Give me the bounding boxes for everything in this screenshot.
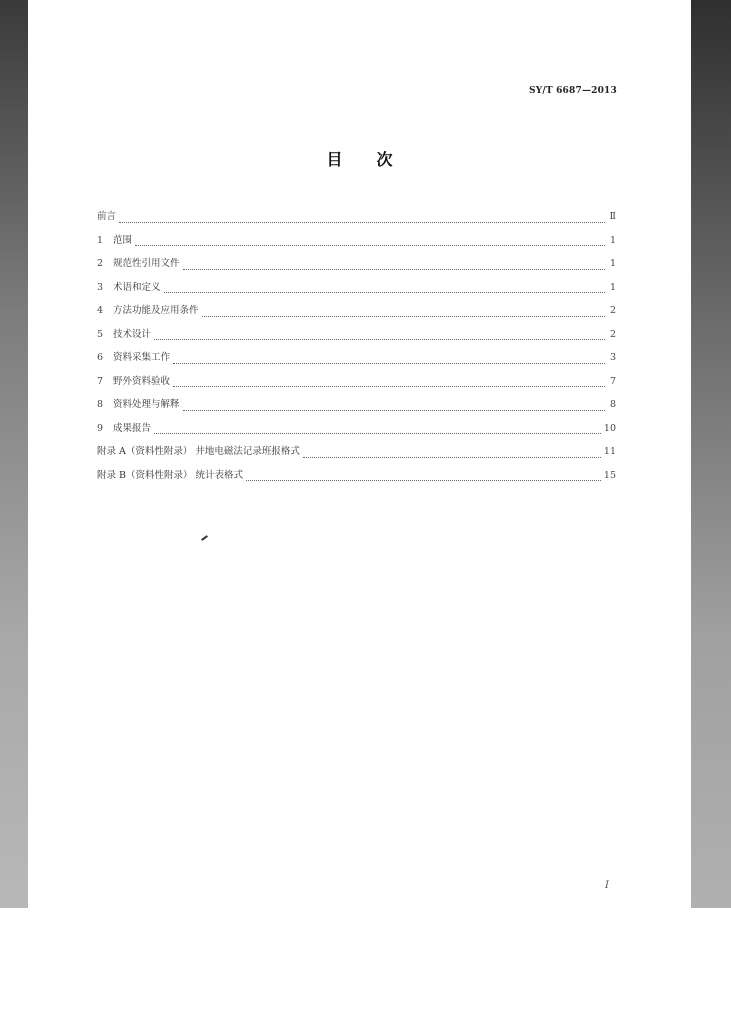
toc-number: 5 <box>97 328 104 340</box>
toc-label: 规范性引用文件 <box>113 258 180 269</box>
table-of-contents <box>97 208 616 490</box>
toc-page: Ⅱ <box>609 211 616 222</box>
page-number: I <box>605 880 609 891</box>
toc-leader <box>154 432 601 434</box>
toc-leader <box>303 456 601 458</box>
toc-page: 10 <box>603 422 616 434</box>
toc-entry-6[interactable] <box>97 349 616 373</box>
toc-label: 野外资料验收 <box>113 375 171 387</box>
toc-number: 1 <box>97 234 104 246</box>
toc-page: 15 <box>603 469 616 481</box>
toc-entry-9[interactable] <box>97 420 616 444</box>
scan-border-right <box>691 0 731 908</box>
toc-entry-foreword[interactable] <box>97 208 616 232</box>
toc-leader <box>135 244 605 246</box>
toc-entry-appendix-b[interactable] <box>97 467 616 491</box>
toc-leader <box>246 479 601 481</box>
toc-entry-4[interactable] <box>97 302 616 326</box>
toc-page: 3 <box>609 352 616 363</box>
scan-mark <box>201 535 208 541</box>
toc-label: 术语和定义 <box>113 281 161 293</box>
toc-page: 8 <box>609 399 616 410</box>
toc-number: 6 <box>97 352 104 363</box>
toc-entry-7[interactable] <box>97 373 616 397</box>
toc-entry-3[interactable] <box>97 279 616 303</box>
toc-page: 1 <box>609 234 616 246</box>
toc-leader <box>164 291 605 293</box>
toc-page: 7 <box>609 375 616 387</box>
toc-number: 4 <box>97 305 104 316</box>
title-char-2: 次 <box>376 150 393 169</box>
toc-number: 3 <box>97 281 104 293</box>
scan-border-left <box>0 0 28 908</box>
toc-entry-8[interactable] <box>97 396 616 420</box>
toc-number: 9 <box>97 422 104 434</box>
toc-label: 前言 <box>97 211 117 222</box>
toc-label: 成果报告 <box>113 422 152 434</box>
toc-label: 资料处理与解释 <box>113 399 180 410</box>
toc-entry-appendix-a[interactable] <box>97 443 616 467</box>
toc-entry-2[interactable] <box>97 255 616 279</box>
toc-leader <box>173 362 605 364</box>
toc-label: 资料采集工作 <box>113 352 171 363</box>
toc-leader <box>183 268 605 270</box>
page-title <box>28 147 691 170</box>
toc-page: 2 <box>609 328 616 340</box>
toc-label: 范围 <box>113 234 133 246</box>
toc-label: 技术设计 <box>113 328 152 340</box>
toc-entry-1[interactable] <box>97 232 616 256</box>
toc-leader <box>173 385 605 387</box>
toc-leader <box>202 315 605 317</box>
toc-number: 8 <box>97 399 104 410</box>
toc-page: 11 <box>603 446 616 457</box>
toc-leader <box>183 409 605 411</box>
toc-label: 方法功能及应用条件 <box>113 305 199 316</box>
standard-code: SY/T 6687—2013 <box>529 86 617 96</box>
toc-leader <box>119 221 605 223</box>
toc-number: 2 <box>97 258 104 269</box>
toc-page: 1 <box>609 281 616 293</box>
toc-label: 附录 B（资料性附录） 统计表格式 <box>97 469 244 481</box>
toc-page: 1 <box>609 258 616 269</box>
toc-page: 2 <box>609 305 616 316</box>
toc-entry-5[interactable] <box>97 326 616 350</box>
document-page <box>28 0 691 908</box>
toc-number: 7 <box>97 375 104 387</box>
toc-leader <box>154 338 605 340</box>
toc-label: 附录 A（资料性附录） 井地电磁法记录班报格式 <box>97 446 300 457</box>
title-char-1: 目 <box>326 150 343 169</box>
